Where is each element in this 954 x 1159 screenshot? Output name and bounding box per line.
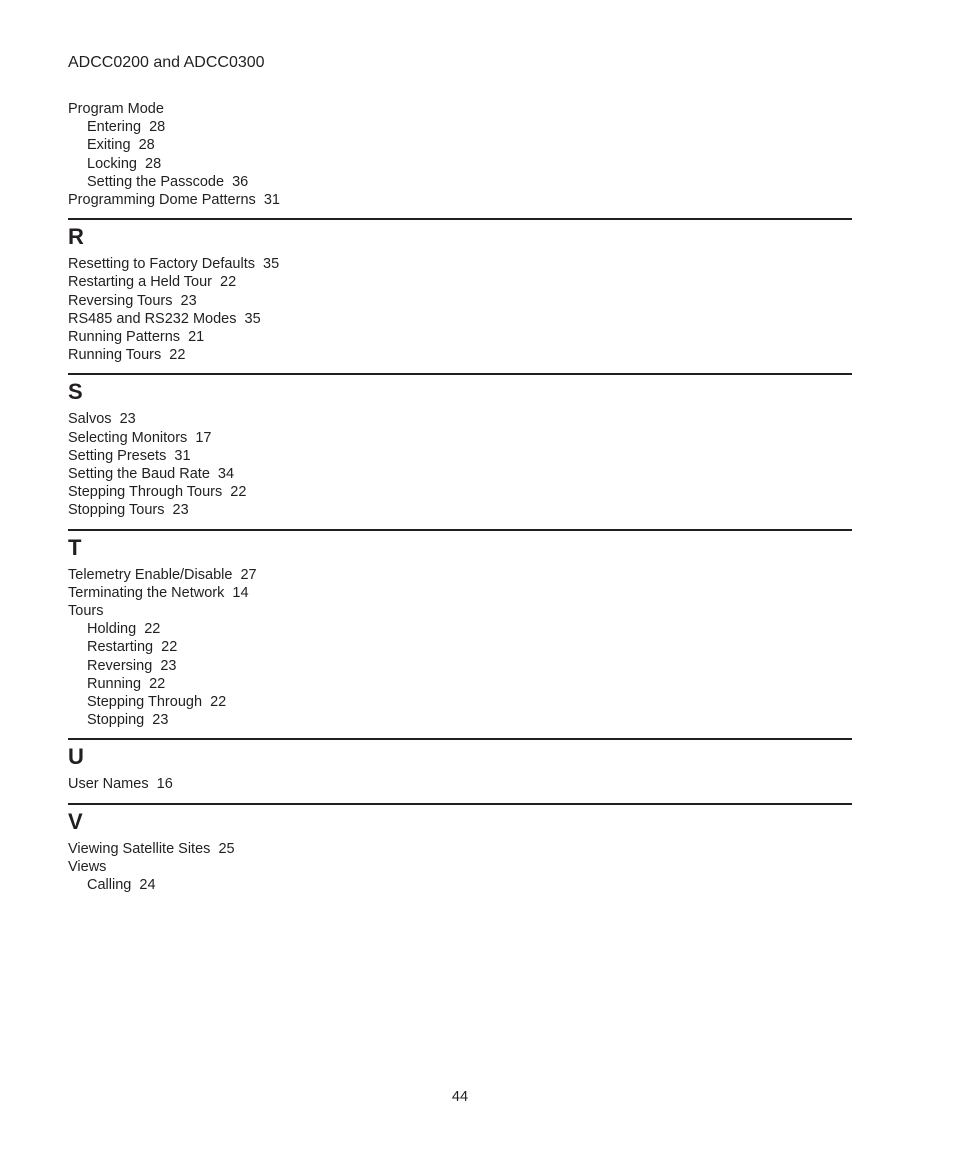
index-section-s [68,373,852,519]
index-entry: Terminating the Network 14 [68,584,249,601]
index-entry: Salvos 23 [68,411,136,428]
index-entry: Reversing Tours 23 [68,292,197,309]
section-divider [68,218,852,220]
index-entry: Stepping Through Tours 22 [68,484,247,501]
index-entry: Selecting Monitors 17 [68,429,212,446]
continued-entries [68,100,852,209]
index-subentry: Stepping Through 22 [87,694,227,711]
index-subentry: Stopping 23 [87,712,169,729]
index-subentry: Running 22 [87,675,166,692]
index-subentry: Restarting 22 [87,639,178,656]
index-entry: Setting Presets 31 [68,447,191,464]
index-subentry: Locking 28 [87,155,162,172]
index-entry: Telemetry Enable/Disable 27 [68,566,257,583]
index-sections [68,218,852,894]
section-letter: U [68,744,84,770]
index-entry: Running Patterns 21 [68,329,205,346]
section-letter: S [68,379,83,405]
section-letter: V [68,808,83,834]
index-entry: RS485 and RS232 Modes 35 [68,310,261,327]
index-subentry: Entering 28 [87,119,166,136]
index-entry: Resetting to Factory Defaults 35 [68,256,280,273]
index-subentry: Exiting 28 [87,137,155,154]
section-divider [68,529,852,531]
index-subentry: Reversing 23 [87,657,177,674]
index-subentry: Holding 22 [87,621,161,638]
index-entry: Views [68,858,107,875]
index-entry: Running Tours 22 [68,347,186,364]
index-subentry: Calling 24 [87,877,156,894]
running-header: ADCC0200 and ADCC0300 [68,54,265,71]
page-number: 44 [451,1089,469,1105]
index-subentry: Setting the Passcode 36 [87,173,249,190]
index-entry: Stopping Tours 23 [68,502,189,519]
index-section-t [68,529,852,730]
index-body [68,100,852,894]
index-entry: Setting the Baud Rate 34 [68,466,235,483]
section-divider [68,803,852,805]
index-entry: Tours [68,603,104,620]
section-divider [68,373,852,375]
index-entry: Viewing Satellite Sites 25 [68,840,235,857]
section-letter: R [68,224,84,250]
index-entry: Restarting a Held Tour 22 [68,274,237,291]
index-entry: Program Mode [68,101,164,117]
section-letter: T [68,534,82,560]
index-entry: User Names 16 [68,776,173,793]
section-divider [68,738,852,740]
index-section-v [68,803,852,895]
index-section-u [68,738,852,793]
index-entry: Programming Dome Patterns 31 [68,192,280,209]
index-section-r [68,218,852,364]
